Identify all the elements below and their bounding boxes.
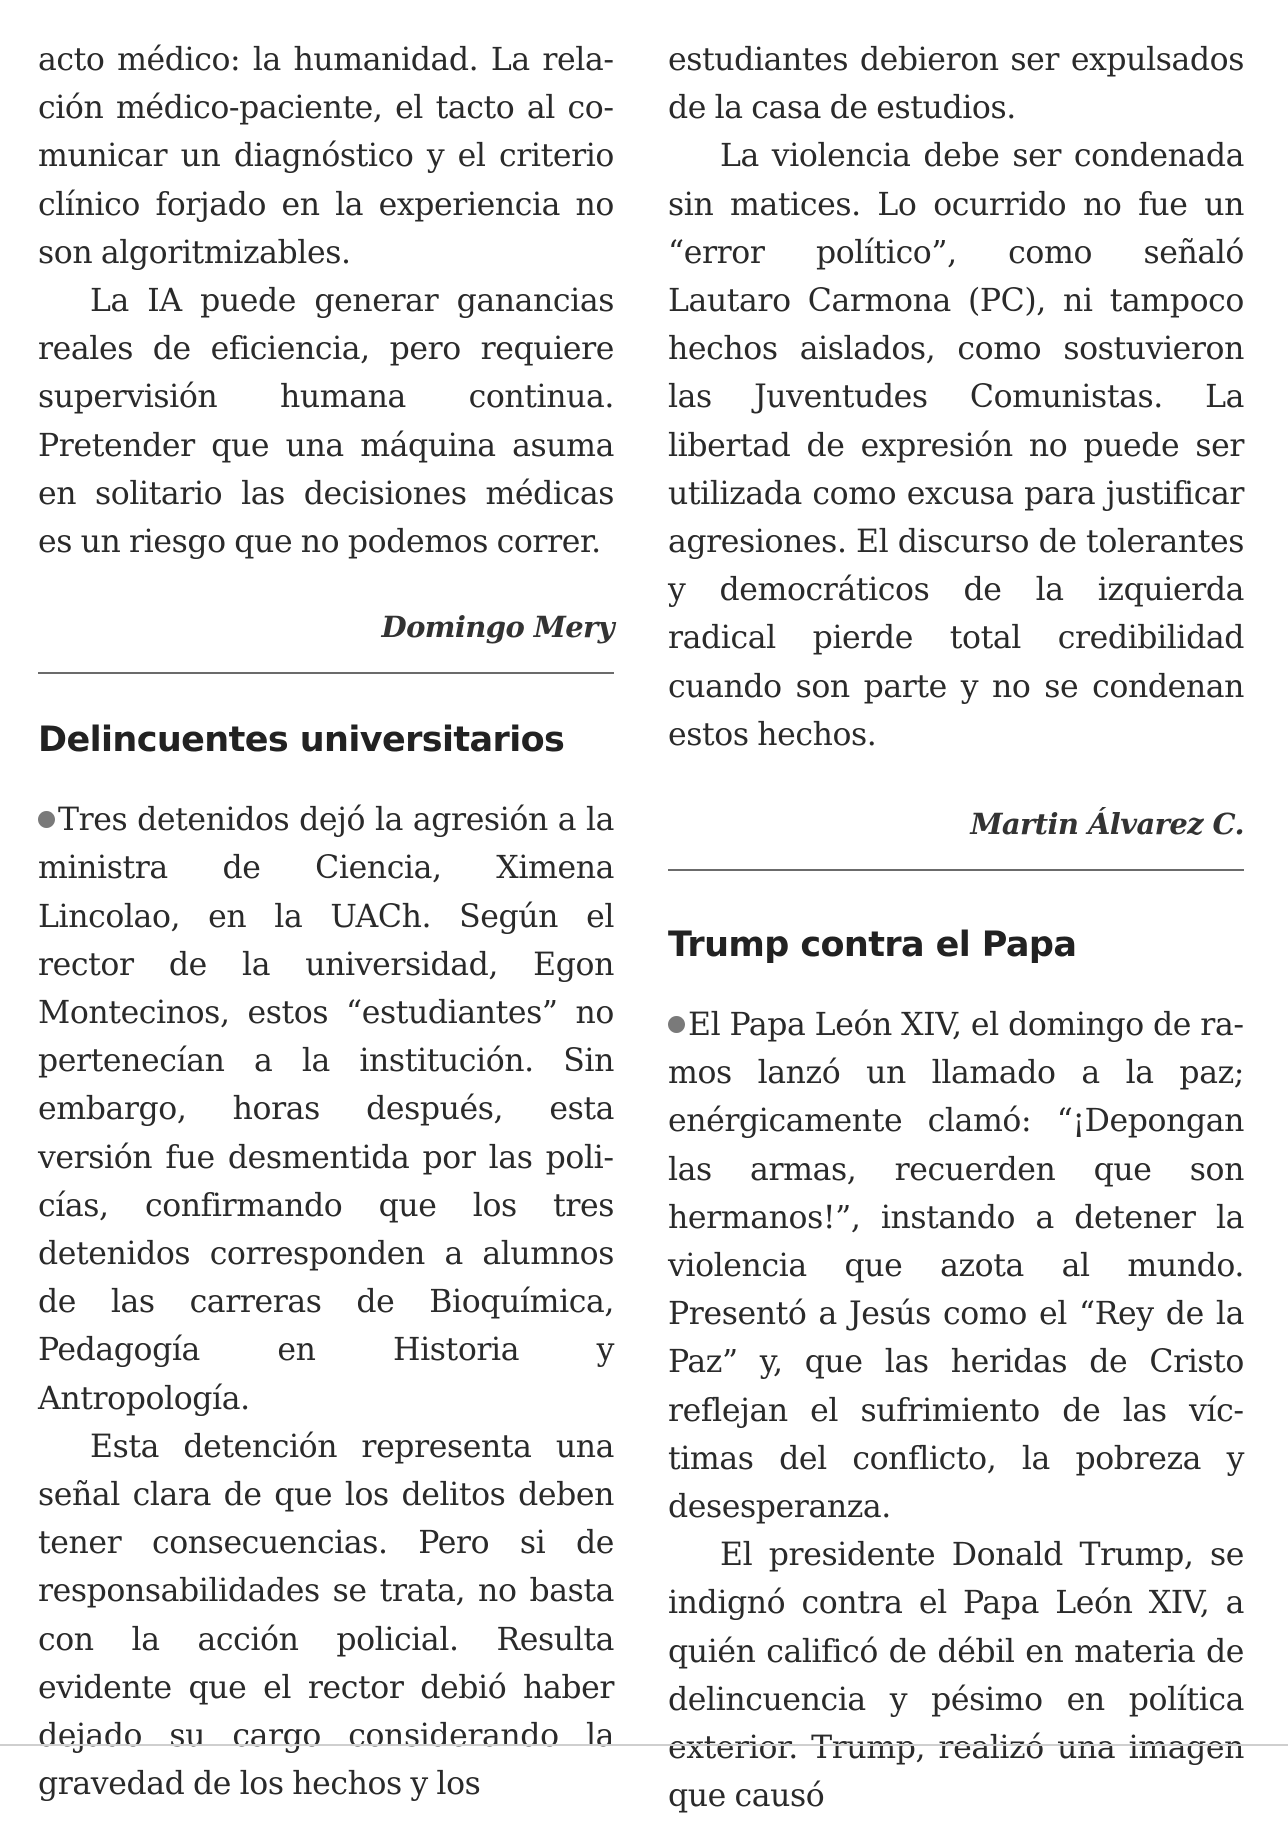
letter-paragraph <box>38 796 614 1423</box>
section-divider <box>38 672 614 674</box>
bullet-icon <box>38 811 55 828</box>
bullet-icon <box>668 1016 685 1033</box>
letter-paragraph <box>668 1001 1244 1531</box>
letter-paragraph: Esta detención representa una señal clara de que los delitos deben tener consecuencias. Pero si de responsabilidades se trata, no basta con la acción policial. Resulta evidente que el rector debió haber dejado su cargo considerando la gravedad de los hechos y los <box>38 1428 614 1803</box>
letter-continuation-paragraph: La violencia debe ser condenada sin matices. Lo ocurrido no fue un “error político”, como señaló Lautaro Carmona (PC), ni tampoco hechos aislados, como sostuvieron las Juventudes Comunistas. La libertad de expresión no puede ser utilizada como excusa para justificar agresiones. El discurso de tolerantes y democráticos de la izquierda radical pierde total credibilidad cuando son parte y no se condenan estos hechos. <box>668 138 1244 753</box>
letter-continuation-paragraph: La IA puede generar ganancias reales de eficiencia, pero requiere supervisión humana continua. Pretender que una máquina asuma en solitario las decisiones médicas es un riesgo que no podemos correr. <box>38 283 614 561</box>
page-bottom-edge <box>0 1744 1288 1746</box>
right-column <box>668 36 1244 1821</box>
letter-continuation-paragraph: acto médico: la humanidad. La relación médico-paciente, el tacto al comunicar un diagnóstico y el criterio clínico forjado en la experiencia no son algoritmizables. <box>38 42 614 271</box>
letter-title: Trump contra el Papa <box>668 925 1077 966</box>
author-signature: Domingo Mery <box>381 610 614 645</box>
letter-paragraph: El presidente Donald Trump, se indignó contra el Papa León XIV, a quién calificó de débil en materia de delincuencia y pésimo en política exterior. Trump, realizó una imagen que causó <box>668 1537 1244 1815</box>
letter-paragraph-text: El Papa León XIV, el domingo de ramos lanzó un llamado a la paz; enérgicamente clamó: “¡Depongan las armas, recuerden que son hermanos!”, instando a detener la violencia que azota al mundo. Presentó a Jesús como el “Rey de la Paz” y, que las heridas de Cristo reflejan el sufrimiento de las víctimas del conflicto, la pobreza y desesperanza. <box>668 1007 1244 1526</box>
left-column <box>38 36 614 1809</box>
letter-paragraph-text: Tres detenidos dejó la agresión a la ministra de Ciencia, Ximena Lincolao, en la UACh. Según el rector de la universidad, Egon Montecinos, estos “estudiantes” no pertenecían a la institución. Sin embargo, horas después, esta versión fue desmentida por las policías, confirmando que los tres detenidos corresponden a alumnos de las carreras de Bioquímica, Pedagogía en Historia y Antropología. <box>38 802 614 1417</box>
author-signature: Martin Álvarez C. <box>970 807 1244 842</box>
letter-continuation-paragraph: estudiantes debieron ser expulsados de la casa de estudios. <box>668 42 1244 127</box>
letter-title: Delincuentes universitarios <box>38 720 565 761</box>
section-divider <box>668 869 1244 871</box>
